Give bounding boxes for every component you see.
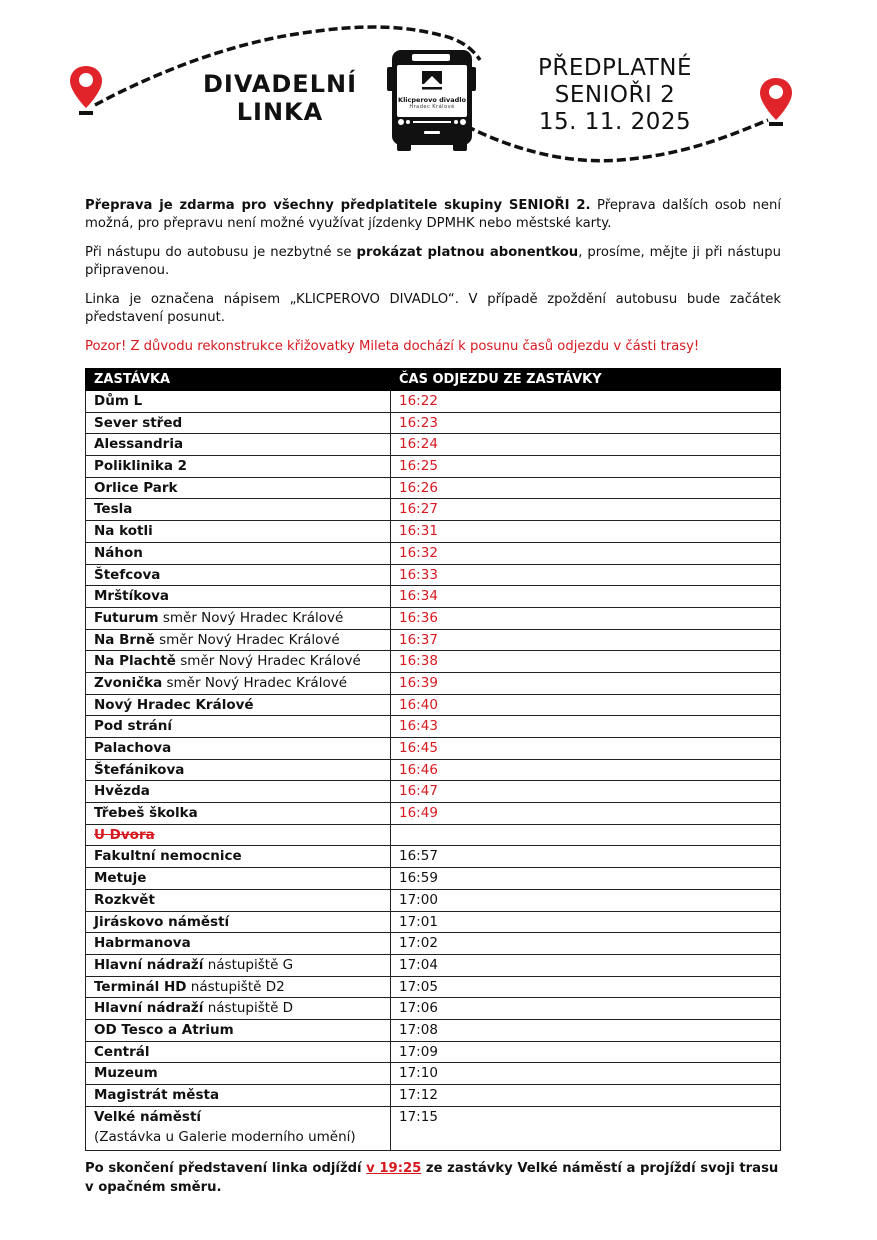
bus-logo-city: Hradec Králové	[409, 104, 455, 110]
stop-cell	[86, 672, 391, 694]
departure-time: 17:08	[391, 1019, 781, 1041]
departure-time: 16:24	[391, 434, 781, 456]
stop-name: Štefánikova	[94, 761, 185, 778]
stop-name: Tesla	[94, 501, 133, 518]
table-row	[86, 1063, 781, 1085]
stop-name: Metuje	[94, 870, 147, 887]
stop-name: Hvězda	[94, 783, 150, 800]
stop-cell	[86, 998, 391, 1020]
footer-before: Po skončení představení linka odjíždí	[85, 1160, 367, 1176]
stop-name: Dům L	[94, 393, 143, 409]
table-row	[86, 499, 781, 521]
table-row	[86, 651, 781, 673]
stop-cell	[86, 456, 391, 478]
table-row	[86, 716, 781, 738]
stop-name: Poliklinika 2	[94, 458, 188, 475]
table-row	[86, 868, 781, 890]
stop-cell	[86, 434, 391, 456]
table-row	[86, 434, 781, 456]
stop-cell	[86, 651, 391, 673]
stop-direction: nástupiště D	[203, 1000, 294, 1017]
stop-name: U Dvora	[94, 826, 155, 843]
stop-name: Nový Hradec Králové	[94, 696, 254, 713]
table-row	[86, 824, 781, 846]
intro-paragraph-1	[85, 197, 781, 233]
return-departure-time: v 19:25	[366, 1160, 422, 1176]
stop-cell	[86, 954, 391, 976]
table-row	[86, 933, 781, 955]
stop-cell	[86, 1085, 391, 1107]
departure-time: 16:22	[391, 391, 781, 413]
stop-name: Zvonička	[94, 674, 163, 691]
departure-time: 17:10	[391, 1063, 781, 1085]
stop-cell	[86, 781, 391, 803]
table-row	[86, 607, 781, 629]
stop-note: (Zastávka u Galerie moderního umění)	[94, 1128, 356, 1145]
column-header-departure: ČAS ODJEZDU ZE ZASTÁVKY	[391, 369, 781, 391]
departure-time: 16:26	[391, 477, 781, 499]
stop-cell	[86, 1041, 391, 1063]
stop-name: Futurum	[94, 609, 159, 626]
departure-time: 17:04	[391, 954, 781, 976]
stop-cell	[86, 542, 391, 564]
stop-cell	[86, 694, 391, 716]
table-row	[86, 629, 781, 651]
stop-name: Na Brně	[94, 631, 155, 648]
table-row	[86, 846, 781, 868]
stop-cell	[86, 564, 391, 586]
table-row	[86, 694, 781, 716]
stop-cell	[86, 412, 391, 434]
stop-cell	[86, 824, 391, 846]
table-row	[86, 586, 781, 608]
intro-p1-rest: Přeprava dalších osob není možná, pro přepravu není možné využívat jízdenky DPMHK nebo městské karty.	[85, 198, 781, 231]
departure-time: 16:34	[391, 586, 781, 608]
table-row	[86, 1041, 781, 1063]
stop-cell	[86, 1063, 391, 1085]
stop-direction: nástupiště D2	[186, 978, 285, 995]
stop-direction: směr Nový Hradec Králové	[162, 674, 347, 691]
departure-time: 16:49	[391, 803, 781, 825]
stop-name: Sever střed	[94, 414, 183, 431]
departure-time: 16:38	[391, 651, 781, 673]
stop-cell	[86, 889, 391, 911]
departure-time: 17:09	[391, 1041, 781, 1063]
table-row	[86, 456, 781, 478]
stop-name: Štefcova	[94, 566, 161, 583]
departure-time: 16:43	[391, 716, 781, 738]
stop-direction: směr Nový Hradec Králové	[175, 653, 361, 670]
table-row	[86, 391, 781, 413]
subscription-title	[520, 55, 710, 136]
stop-name: Magistrát města	[94, 1087, 220, 1103]
intro-p2-bold: prokázat platnou abonentkou	[356, 245, 579, 260]
stop-cell	[86, 607, 391, 629]
stop-name: OD Tesco a Atrium	[94, 1021, 234, 1038]
stop-direction: nástupiště G	[203, 956, 294, 973]
stop-cell	[86, 716, 391, 738]
intro-p2-end: , prosíme, mějte ji při nástupu připravenou.	[85, 245, 781, 278]
table-row	[86, 976, 781, 998]
intro-paragraph-2	[85, 244, 781, 280]
departure-time: 16:39	[391, 672, 781, 694]
subscription-group: SENIOŘI 2	[554, 82, 676, 108]
bus-logo-name: Klicperovo divadlo	[398, 96, 466, 104]
departure-time: 17:00	[391, 889, 781, 911]
stop-name: Mrštíkova	[94, 588, 170, 605]
departure-time	[391, 824, 781, 846]
stop-name: Velké náměstí	[94, 1108, 202, 1125]
route-illustration	[0, 0, 877, 180]
event-date: 15. 11. 2025	[538, 109, 692, 135]
schedule-table	[85, 368, 781, 1151]
stop-name: Centrál	[94, 1043, 150, 1060]
table-row	[86, 738, 781, 760]
departure-time: 17:05	[391, 976, 781, 998]
table-row	[86, 521, 781, 543]
stop-name: Hlavní nádraží	[94, 1000, 204, 1017]
stop-cell	[86, 911, 391, 933]
departure-time: 17:06	[391, 998, 781, 1020]
departure-time: 16:23	[391, 412, 781, 434]
stop-name: Rozkvět	[94, 891, 155, 908]
table-row	[86, 412, 781, 434]
stop-cell	[86, 846, 391, 868]
stop-name: Alessandria	[94, 436, 184, 453]
column-header-stop: ZASTÁVKA	[86, 369, 391, 391]
departure-time: 16:57	[391, 846, 781, 868]
stop-name: Jiráskovo náměstí	[94, 913, 230, 930]
departure-time: 17:02	[391, 933, 781, 955]
stop-name: Náhon	[94, 544, 143, 561]
warning-notice: Pozor! Z důvodu rekonstrukce křižovatky Mileta dochází k posunu časů odjezdu v části trasy!	[85, 339, 700, 354]
departure-time: 16:45	[391, 738, 781, 760]
map-pin-end-icon	[760, 78, 792, 126]
stop-name: Fakultní nemocnice	[94, 848, 242, 865]
table-row	[86, 759, 781, 781]
departure-time: 16:33	[391, 564, 781, 586]
stop-name: Na kotli	[94, 523, 153, 540]
intro-paragraph-3: Linka je označena nápisem „KLICPEROVO DIVADLO“. V případě zpoždění autobusu bude začátek představení posunut.	[85, 292, 781, 325]
footer-after: ze zastávky Velké náměstí a projíždí svoji trasu v opačném směru.	[85, 1160, 779, 1195]
stop-cell	[86, 868, 391, 890]
departure-time: 16:32	[391, 542, 781, 564]
table-row	[86, 1106, 781, 1150]
line-title	[190, 70, 370, 126]
table-row	[86, 1019, 781, 1041]
stop-name: Terminál HD	[94, 978, 187, 995]
intro-p2-start: Při nástupu do autobusu je nezbytné se	[85, 245, 357, 260]
intro-p1-bold: Přeprava je zdarma pro všechny předplatitele skupiny SENIOŘI 2.	[85, 198, 591, 213]
stop-cell	[86, 586, 391, 608]
table-row	[86, 911, 781, 933]
line-title-2: LINKA	[236, 98, 324, 126]
table-row	[86, 781, 781, 803]
table-row	[86, 477, 781, 499]
departure-time: 17:15	[391, 1106, 781, 1150]
table-row	[86, 889, 781, 911]
table-row	[86, 672, 781, 694]
stop-cell	[86, 759, 391, 781]
map-pin-start-icon	[70, 66, 102, 115]
departure-time: 16:47	[391, 781, 781, 803]
table-row	[86, 564, 781, 586]
stop-cell	[86, 1106, 391, 1150]
stop-direction: směr Nový Hradec Králové	[158, 609, 344, 626]
line-title-1: DIVADELNÍ	[203, 70, 357, 98]
table-row	[86, 954, 781, 976]
stop-name: Muzeum	[94, 1065, 158, 1082]
departure-time: 16:31	[391, 521, 781, 543]
stop-direction: směr Nový Hradec Králové	[154, 631, 340, 648]
subscription-label: PŘEDPLATNÉ	[537, 55, 693, 81]
return-trip-note	[85, 1159, 781, 1197]
departure-time: 16:25	[391, 456, 781, 478]
stop-name: Pod strání	[94, 718, 173, 735]
table-row	[86, 803, 781, 825]
stop-name: Orlice Park	[94, 479, 178, 496]
departure-time: 16:40	[391, 694, 781, 716]
stop-cell	[86, 477, 391, 499]
table-row	[86, 542, 781, 564]
departure-time: 16:59	[391, 868, 781, 890]
stop-cell	[86, 499, 391, 521]
bus-logo-text	[397, 96, 467, 110]
departure-time: 17:01	[391, 911, 781, 933]
departure-time: 16:37	[391, 629, 781, 651]
stop-cell	[86, 629, 391, 651]
stop-cell	[86, 976, 391, 998]
stop-cell	[86, 738, 391, 760]
departure-time: 17:12	[391, 1085, 781, 1107]
table-row	[86, 998, 781, 1020]
stop-cell	[86, 933, 391, 955]
stop-cell	[86, 1019, 391, 1041]
stop-cell	[86, 521, 391, 543]
table-header-row	[86, 369, 781, 391]
stop-cell	[86, 391, 391, 413]
stop-name: Na Plachtě	[94, 653, 176, 670]
main-content	[85, 197, 781, 1197]
departure-time: 16:27	[391, 499, 781, 521]
stop-name: Habrmanova	[94, 935, 191, 952]
departure-time: 16:46	[391, 759, 781, 781]
stop-cell	[86, 803, 391, 825]
table-row	[86, 1085, 781, 1107]
departure-time: 16:36	[391, 607, 781, 629]
schedule-body	[86, 391, 781, 1151]
stop-name: Hlavní nádraží	[94, 956, 204, 973]
header-graphic	[0, 0, 877, 180]
stop-name: Třebeš školka	[94, 805, 198, 822]
stop-name: Palachova	[94, 740, 172, 756]
